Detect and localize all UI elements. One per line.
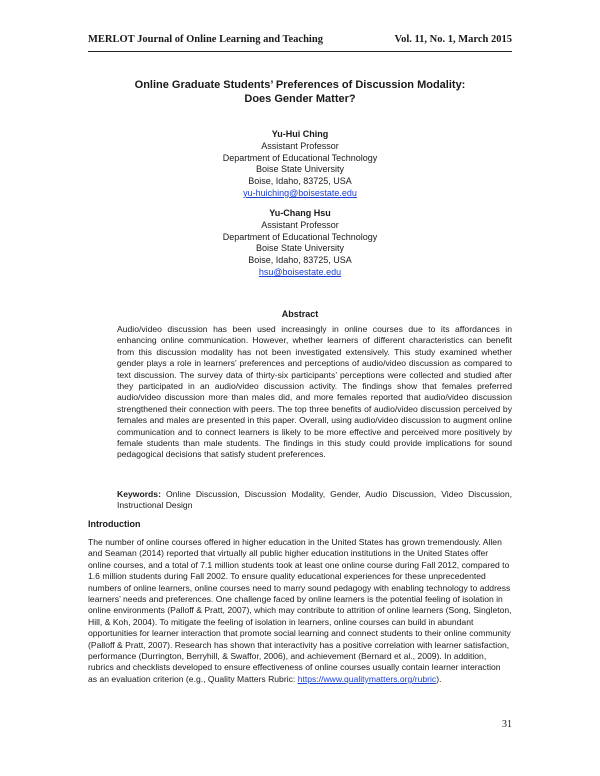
introduction-body: The number of online courses offered in higher education in the United States has grown tremendously. Allen and Seaman (2014) reported that virtually all public higher education institutions in the United States offer online courses, and a total of 7.1 million students took at least one online course during Fall 2012, compared to 1.6 million students during Fall 2002. To ensure quality educational experiences for these unprecedented numbers of online learners, online courses need to marry sound pedagogy with enabling technology to address learners’ needs and preferences. One challenge faced by online learners is the potential feeling of isolation in online environments (Palloff & Pratt, 2007), which may contribute to attrition of online learners (Song, Singleton, Hill, & Koh, 2004). To mitigate the feeling of isolation in learners, online courses can build in abundant opportunities for learner interaction that promote social learning and connect students to their online community (Palloff & Pratt, 2007). Research has shown that interactivity has a positive correlation with learner satisfaction, performance (Durrington, Berryhill, & Swaffor, 2006), and achievement (Bernard et al., 2009). In addition, rubrics and checklists developed to ensure effectiveness of online courses usually contain learner interaction as an evaluation criterion (e.g., Quality Matters Rubric: bbox=[88, 537, 512, 684]
author-university: Boise State University bbox=[255, 164, 345, 175]
title-line-1: Online Graduate Students’ Preferences of Discussion Modality: bbox=[134, 79, 466, 91]
rubric-link[interactable]: https://www.qualitymatters.org/rubric bbox=[297, 673, 437, 684]
introduction-text bbox=[88, 537, 512, 685]
author-block bbox=[88, 208, 512, 279]
keywords-paragraph bbox=[117, 489, 512, 512]
volume-info: Vol. 11, No. 1, March 2015 bbox=[394, 34, 512, 45]
author-department: Department of Educational Technology bbox=[222, 231, 378, 242]
author-department: Department of Educational Technology bbox=[222, 152, 378, 163]
title-line-2: Does Gender Matter? bbox=[244, 93, 356, 105]
author-email-link[interactable]: hsu@boisestate.edu bbox=[258, 266, 342, 277]
keywords-text: Online Discussion, Discussion Modality, Gender, Audio Discussion, Video Discussion, Instructional Design bbox=[117, 489, 513, 511]
journal-name: MERLOT Journal of Online Learning and Teaching bbox=[88, 34, 323, 45]
author-position: Assistant Professor bbox=[261, 140, 339, 151]
author-name: Yu-Chang Hsu bbox=[269, 208, 331, 218]
header-divider bbox=[88, 51, 512, 52]
introduction-tail: ). bbox=[436, 673, 442, 684]
author-name: Yu-Hui Ching bbox=[271, 129, 329, 139]
author-location: Boise, Idaho, 83725, USA bbox=[248, 176, 352, 187]
page-number: 31 bbox=[502, 719, 512, 730]
author-email-link[interactable]: yu-huiching@boisestate.edu bbox=[243, 187, 357, 198]
author-location: Boise, Idaho, 83725, USA bbox=[248, 255, 352, 266]
paper-title bbox=[88, 78, 512, 106]
author-university: Boise State University bbox=[255, 243, 345, 254]
abstract-text: Audio/video discussion has been used increasingly in online courses due to its affordances in enhancing online communication. However, whether learners of different characteristics can benefit from this discussion modality has not been investigated extensively. This study examined whether gender plays a role in learners’ preferences and perceptions of audio/video discussion as compared to text discussion. The survey data of thirty-six participants’ perceptions were collected and studied after they participated in an audio/video discussion activity. The findings show that females preferred audio/video discussion more than males did, and more females reported that audio/video discussion strengthened their connection with peers. The top three benefits of audio/video discussion perceived by females and males are presented in this paper. Overall, using audio/video discussion to augment online communication and to connect learners is likely to be more effective and perceived more positively by female students than male students. The findings in this study could provide implications for sound pedagogical decisions that satisfy student preferences. bbox=[117, 324, 512, 460]
author-block bbox=[88, 129, 512, 200]
abstract-heading: Abstract bbox=[281, 309, 319, 319]
author-position: Assistant Professor bbox=[261, 219, 339, 230]
keywords-label: Keywords: bbox=[117, 489, 161, 499]
introduction-heading: Introduction bbox=[88, 519, 141, 529]
